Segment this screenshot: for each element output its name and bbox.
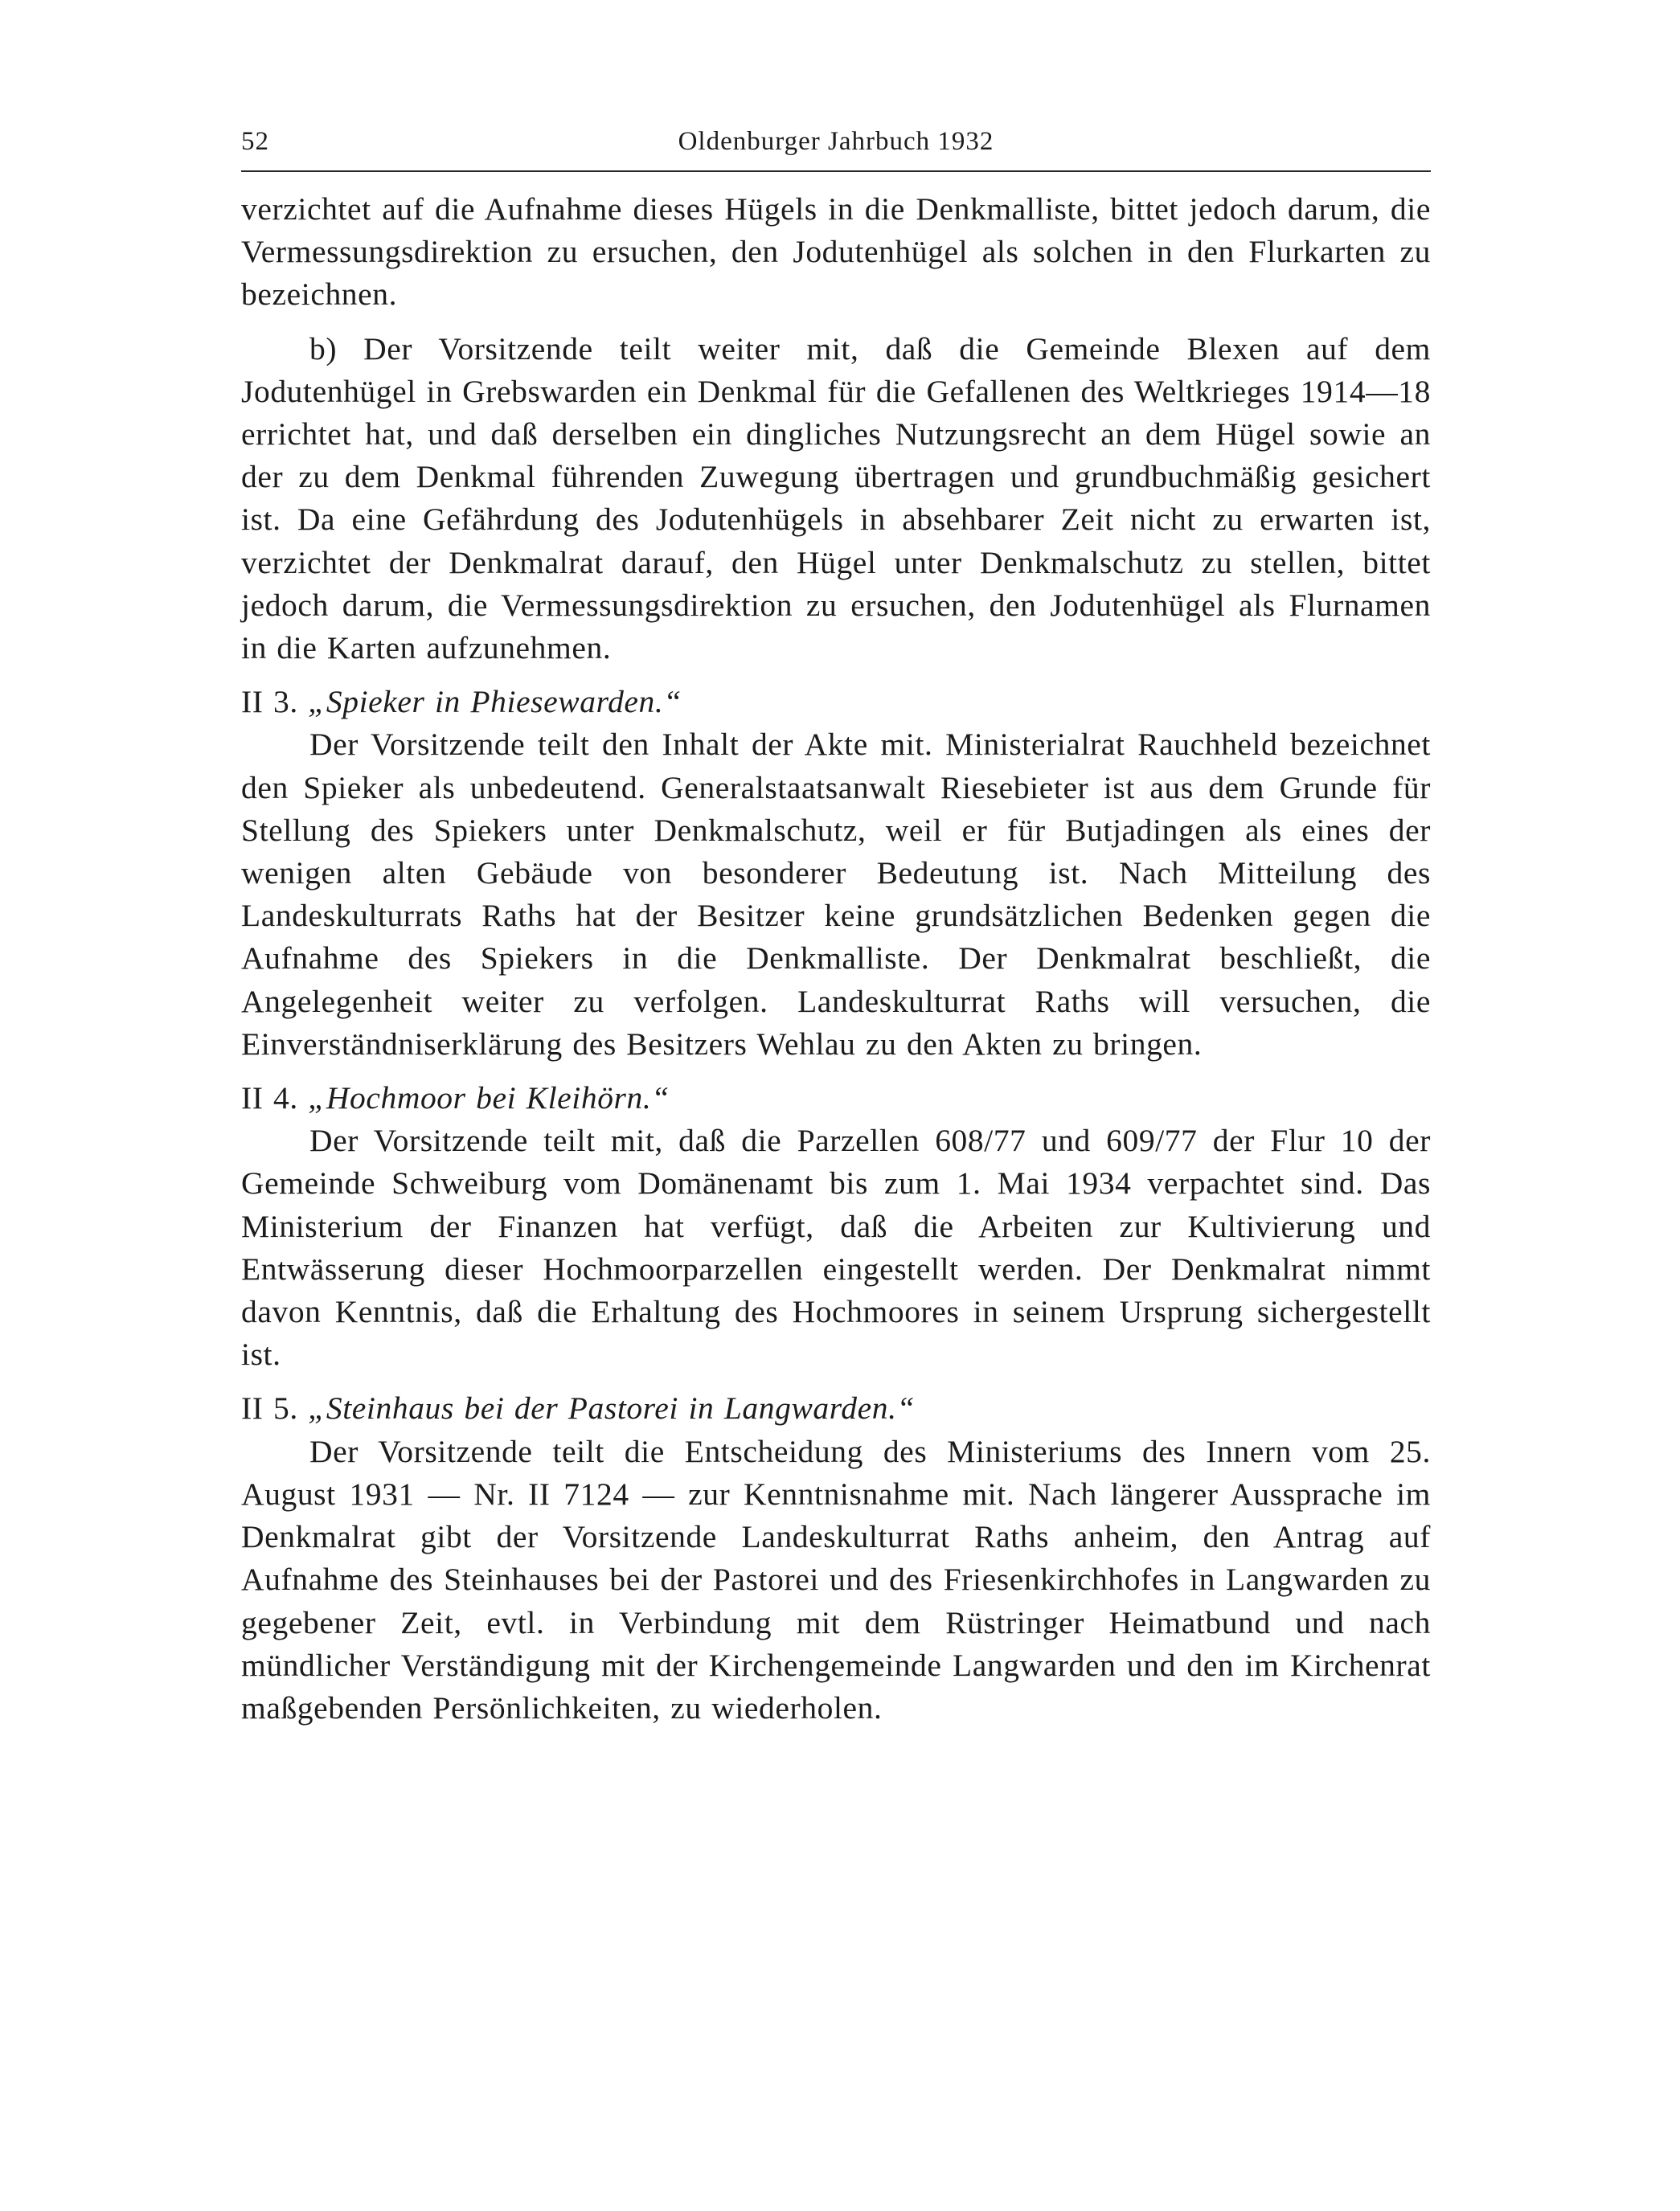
body-text <box>241 188 1431 1730</box>
section-heading-ii-3 <box>241 681 1431 723</box>
journal-title: Oldenburger Jahrbuch 1932 <box>678 127 994 156</box>
paragraph-steinhaus: Der Vorsitzende teilt die Entscheidung des Ministeriums des Innern vom 25. August 1931 — Nr. II 7124 — zur Kenntnisnahme mit. Nach längerer Aussprache im Denkmalrat gibt der Vorsitzende Landeskulturrat Raths anheim, den Antrag auf Aufnahme des Steinhauses bei der Pastorei und des Friesenkirchhofes in Langwarden zu gegebener Zeit, evtl. in Verbindung mit dem Rüstringer Heimatbund und nach mündlicher Verständigung mit der Kirchengemeinde Langwarden und den im Kirchenrat maßgebenden Persönlichkeiten, zu wiederholen. <box>241 1433 1431 1726</box>
paragraph-jodutenhuegel-b: b) Der Vorsitzende teilt weiter mit, daß die Gemeinde Blexen auf dem Jodutenhügel in Grebswarden ein Denkmal für die Gefallenen des Weltkrieges 1914—18 errichtet hat, und daß derselben ein dingliches Nutzungsrecht an dem Hügel sowie an der zu dem Denkmal führenden Zuwegung übertragen und grundbuchmäßig gesichert ist. Da eine Gefährdung des Jodutenhügels in absehbarer Zeit nicht zu erwarten ist, verzichtet der Denkmalrat darauf, den Hügel unter Denkmalschutz zu stellen, bittet jedoch darum, die Vermessungsdirektion zu ersuchen, den Jodutenhügel als Flurnamen in die Karten aufzunehmen. <box>241 330 1431 666</box>
paragraph-spieker: Der Vorsitzende teilt den Inhalt der Akte mit. Ministerialrat Rauchheld bezeichnet den Spieker als unbedeutend. Generalstaatsanwalt Riesebieter ist aus dem Grunde für Stellung des Spiekers unter Denkmalschutz, weil er für Butjadingen als eines der wenigen alten Gebäude von besonderer Bedeutung ist. Nach Mitteilung des Landeskulturrats Raths hat der Besitzer keine grundsätzlichen Bedenken gegen die Aufnahme des Spiekers in die Denkmalliste. Der Denkmalrat beschließt, die Angelegenheit weiter zu verfolgen. Landeskulturrat Raths will versuchen, die Einverständniserklärung des Besitzers Wehlau zu den Akten zu bringen. <box>241 727 1431 1062</box>
paragraph-hochmoor: Der Vorsitzende teilt mit, daß die Parzellen 608/77 und 609/77 der Flur 10 der Gemeinde Schweiburg vom Domänenamt bis zum 1. Mai 1934 verpachtet sind. Das Ministerium der Finanzen hat verfügt, daß die Arbeiten zur Kultivierung und Entwässerung dieser Hochmoorparzellen eingestellt werden. Der Denkmalrat nimmt davon Kenntnis, daß die Erhaltung des Hochmoores in seinem Ursprung sichergestellt ist. <box>241 1123 1431 1373</box>
document-page <box>241 121 1431 1730</box>
section-title: „Spieker in Phiesewarden.“ <box>308 684 682 720</box>
paragraph-continuation: verzichtet auf die Aufnahme dieses Hügels in die Denkmalliste, bittet jedoch darum, die Vermessungsdirektion zu ersuchen, den Jodutenhügel als solchen in den Flurkarten zu bezeichnen. <box>241 191 1431 313</box>
section-number: II 3. <box>241 684 298 720</box>
section-heading-ii-5 <box>241 1387 1431 1430</box>
running-header <box>241 121 1431 172</box>
section-title: „Hochmoor bei Kleihörn.“ <box>308 1080 670 1116</box>
page-number: 52 <box>241 127 269 156</box>
section-number: II 4. <box>241 1080 298 1116</box>
section-heading-ii-4 <box>241 1077 1431 1120</box>
section-title: „Steinhaus bei der Pastorei in Langwarden.“ <box>308 1390 916 1427</box>
section-number: II 5. <box>241 1390 298 1427</box>
